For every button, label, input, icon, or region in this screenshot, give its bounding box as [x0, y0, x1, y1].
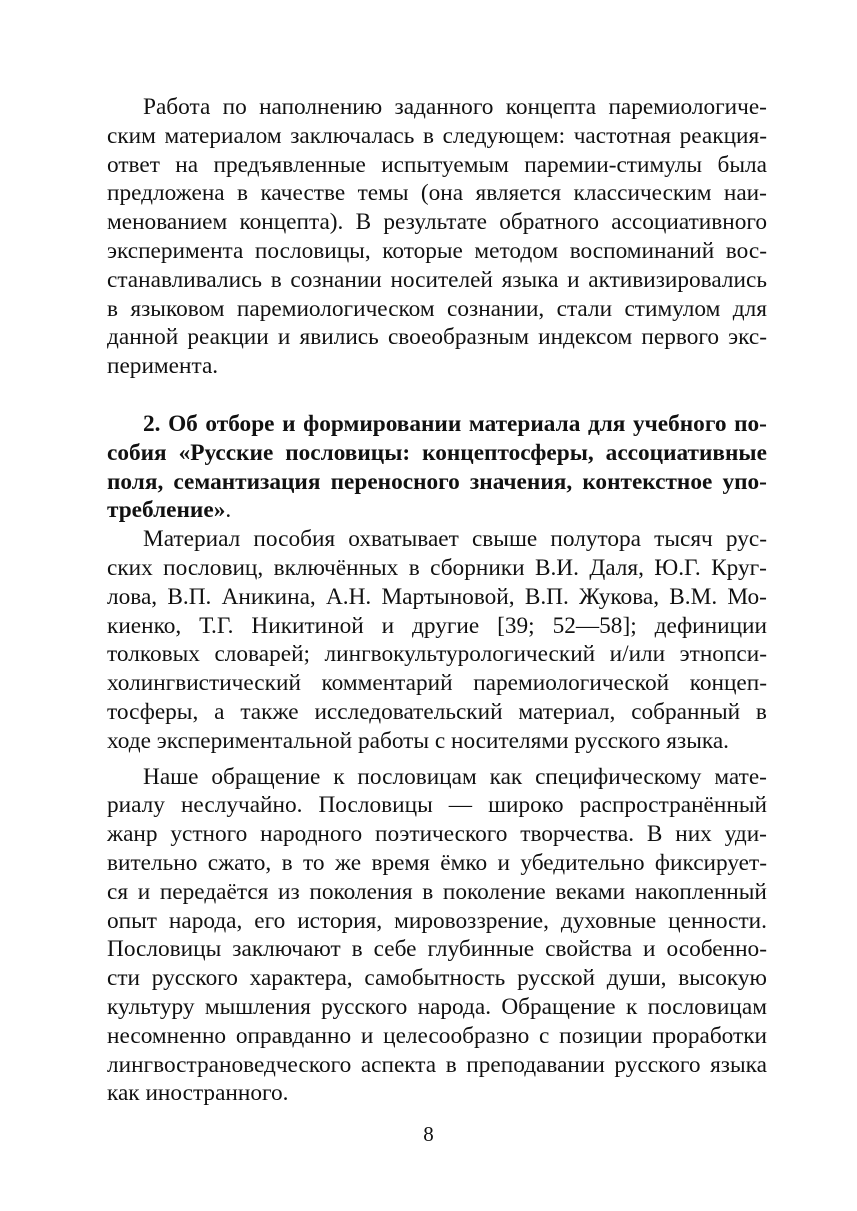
word: фиксирует- — [654, 849, 767, 876]
word: наполнению — [259, 94, 383, 120]
word: паремиологическом — [236, 295, 435, 322]
word: ских — [107, 554, 153, 581]
text-line — [107, 554, 767, 583]
word: Пословицы — [107, 936, 222, 963]
word: ценности. — [668, 907, 767, 934]
text-line — [107, 237, 767, 266]
word: и — [497, 849, 510, 876]
text-line — [107, 935, 767, 964]
word: специфическому — [535, 763, 702, 790]
word: заключалась — [290, 122, 415, 149]
word: первого — [641, 324, 719, 351]
word: экс- — [728, 324, 767, 351]
word: концеп- — [689, 670, 767, 697]
word: реакция- — [679, 122, 767, 149]
word: сборники — [430, 554, 525, 581]
word: классическим — [573, 180, 712, 207]
word: исследовательский — [314, 698, 503, 725]
word: Т.Г. — [199, 612, 234, 639]
word: в — [755, 698, 767, 725]
word: упо- — [722, 468, 767, 495]
word: них — [675, 821, 712, 848]
word: языковом — [130, 295, 225, 322]
word: целесообразно — [383, 1022, 530, 1049]
word: характера, — [249, 965, 353, 992]
word: в — [423, 122, 435, 149]
word: материала — [468, 410, 581, 437]
text-line — [107, 323, 767, 352]
word: сознании — [290, 266, 382, 293]
word: заключают — [232, 936, 341, 963]
word: концептосферы, — [422, 439, 594, 466]
word: воспоминаний — [569, 237, 715, 264]
word: тосферы, — [107, 698, 199, 725]
word: является — [475, 180, 562, 207]
word: заданного — [394, 94, 494, 120]
word: паремиологической — [473, 670, 670, 697]
word: концепта). — [239, 209, 344, 236]
word: русского — [151, 965, 238, 992]
word: материал, — [518, 698, 616, 725]
text-line — [107, 640, 767, 669]
word: также — [240, 698, 299, 725]
word: мате- — [714, 763, 767, 790]
word: проработки — [652, 1022, 767, 1049]
word: души, — [606, 965, 667, 992]
word: дефиниции — [654, 612, 767, 639]
text-line — [107, 791, 767, 820]
word: переносного — [330, 468, 460, 495]
word: В — [646, 821, 663, 848]
text-line — [107, 669, 767, 698]
word: устного — [170, 821, 248, 848]
section-gap — [107, 381, 767, 410]
word: частотная — [573, 122, 672, 149]
word: толковых — [107, 641, 200, 668]
word: полутора — [550, 526, 641, 553]
word: в — [445, 1051, 457, 1078]
word: и — [277, 324, 291, 351]
word: следующем: — [442, 122, 566, 149]
word: ассоциативного — [611, 209, 767, 236]
word: распространённый — [579, 792, 767, 819]
word: собранный — [631, 698, 741, 725]
word: и — [643, 936, 656, 963]
word: риалу — [107, 792, 165, 819]
word: отборе — [205, 410, 275, 437]
word: языка — [501, 266, 559, 293]
word: русского — [321, 993, 408, 1020]
heading-tail: . — [225, 497, 232, 524]
word: русской — [517, 965, 595, 992]
text-line — [107, 763, 767, 792]
word: для — [587, 410, 626, 437]
word: учебного — [632, 410, 727, 437]
text-line — [107, 698, 767, 727]
text-line — [107, 122, 767, 151]
word: пособия — [253, 526, 336, 553]
text-line — [107, 525, 767, 554]
word: накопленный — [634, 878, 767, 905]
word: сти — [107, 965, 140, 992]
word: реакции — [187, 324, 269, 351]
word: и — [360, 1022, 374, 1049]
word: — — [448, 792, 473, 819]
text-line — [107, 468, 767, 497]
word: (она — [420, 180, 464, 207]
word: в — [281, 849, 293, 876]
word: его — [254, 907, 286, 934]
word: В.П. — [167, 583, 212, 610]
word: темы — [357, 180, 409, 207]
text-line — [107, 93, 767, 122]
page-number: 8 — [423, 1122, 434, 1146]
word: жанр — [107, 821, 158, 848]
word: паремиологиче- — [608, 94, 767, 120]
word: по- — [734, 410, 767, 437]
text-line — [107, 179, 767, 208]
word: народного — [260, 821, 363, 848]
word: вос- — [725, 237, 767, 264]
word: Круг- — [711, 554, 767, 581]
word: и/или — [609, 641, 666, 668]
word: включённых — [273, 554, 399, 581]
word: обращение — [211, 763, 321, 790]
word: из — [278, 878, 300, 905]
word: и — [381, 612, 395, 639]
word: в — [270, 266, 282, 293]
word: русского — [614, 1051, 701, 1078]
word: Ю.Г. — [654, 554, 701, 581]
word: к — [333, 763, 345, 790]
text-line — [107, 295, 767, 324]
word: свойства — [545, 936, 633, 963]
word: по — [222, 94, 247, 120]
word: передаётся — [159, 878, 269, 905]
word: В.М. — [669, 583, 718, 610]
word: ассоциативные — [605, 439, 767, 466]
word: Жукова, — [579, 583, 660, 610]
word: с — [539, 1022, 550, 1049]
word: лингвокультурологический — [324, 641, 596, 668]
word: концепта — [505, 94, 597, 120]
word: менованием — [107, 209, 228, 236]
word: лингвострановедческого — [107, 1051, 352, 1078]
word: веками — [555, 878, 626, 905]
word: Наше — [143, 763, 199, 790]
word: преподавании — [466, 1051, 605, 1078]
word: убедительно — [520, 849, 645, 876]
word: же — [334, 849, 362, 876]
word: лова, — [107, 583, 158, 610]
word: несомненно — [107, 1022, 227, 1049]
word: Об — [168, 410, 198, 437]
word: пословицы: — [285, 439, 411, 466]
word: тысяч — [654, 526, 713, 553]
word: Мо- — [727, 583, 767, 610]
word: самобытность — [364, 965, 506, 992]
word: опыт — [107, 907, 157, 934]
word: Пословицы — [318, 792, 433, 819]
word: поколения — [309, 878, 413, 905]
word: Аникина, — [221, 583, 316, 610]
word: время — [371, 849, 430, 876]
word: была — [717, 151, 767, 178]
word: стали — [556, 295, 613, 322]
word: неслучайно. — [180, 792, 303, 819]
word: ским — [107, 122, 156, 149]
text-line — [107, 1022, 767, 1051]
word: комментарий — [321, 670, 453, 697]
text-line — [107, 878, 767, 907]
word: Даля, — [589, 554, 644, 581]
word: результате — [383, 209, 488, 236]
word: данной — [107, 324, 179, 351]
word: как — [489, 763, 523, 790]
word: народа. — [417, 993, 492, 1020]
word: особенно- — [666, 936, 767, 963]
word: ся — [107, 878, 129, 905]
word: методом — [474, 237, 559, 264]
word: мировоззрение, — [394, 907, 549, 934]
word: 52—58]; — [552, 612, 637, 639]
word: индексом — [538, 324, 633, 351]
text-line — [107, 208, 767, 237]
word: охватывает — [348, 526, 459, 553]
word: языка — [710, 1051, 767, 1078]
word: холингвистический — [107, 670, 301, 697]
word: сжато, — [207, 849, 272, 876]
word: и — [137, 878, 151, 905]
word: а — [214, 698, 225, 725]
word: этнопси- — [679, 641, 767, 668]
word: своеобразным — [387, 324, 529, 351]
text-line — [107, 993, 767, 1022]
text-line — [107, 439, 767, 468]
word: свыше — [471, 526, 538, 553]
word: аспекта — [360, 1051, 437, 1078]
word: Мартыновой, — [381, 583, 515, 610]
text-line: как иностранного. — [107, 1080, 289, 1107]
word: для — [732, 295, 767, 322]
word: на — [175, 151, 199, 178]
word: себе — [373, 936, 417, 963]
word: Работа — [143, 94, 211, 120]
word: другие — [412, 612, 480, 639]
word: пословицы, — [254, 237, 371, 264]
word: носителей — [390, 266, 493, 293]
word: ответ — [107, 151, 160, 178]
word: в — [351, 936, 363, 963]
word: оправданно — [235, 1022, 352, 1049]
word: духовные — [560, 907, 657, 934]
word: В.И. — [534, 554, 579, 581]
word: пословицам — [357, 763, 477, 790]
text-line — [107, 612, 767, 641]
word: в — [107, 295, 119, 322]
word: мышления — [204, 993, 311, 1020]
word: поэтического — [375, 821, 508, 848]
text-line — [107, 849, 767, 878]
word: собия — [107, 439, 167, 466]
word: формировании — [303, 410, 462, 437]
word: контекстное — [582, 468, 713, 495]
word: качестве — [260, 180, 346, 207]
word: в — [422, 878, 434, 905]
word: предъявленные — [213, 151, 366, 178]
word: к — [625, 993, 638, 1020]
word: семантизация — [173, 468, 321, 495]
word: А.Н. — [325, 583, 372, 610]
word: которые — [382, 237, 463, 264]
word: ёмко — [440, 849, 488, 876]
word: станавливались — [107, 266, 263, 293]
paragraph-2 — [107, 525, 767, 755]
text-line — [107, 266, 767, 295]
text-line — [107, 907, 767, 936]
word: В — [355, 209, 372, 236]
text-line: требление» . — [107, 497, 232, 524]
word: стимулом — [624, 295, 721, 322]
word: сознании, — [447, 295, 545, 322]
text-line: перимента. — [107, 353, 219, 380]
word: предложена — [107, 180, 225, 207]
text-line — [107, 820, 767, 849]
word: [39; — [497, 612, 535, 639]
word: вительно — [107, 849, 198, 876]
word: активизировались — [588, 266, 767, 293]
word: культуру — [107, 993, 195, 1020]
word: в — [237, 180, 249, 207]
word: творчества. — [520, 821, 635, 848]
word: поколение — [442, 878, 546, 905]
word: высокую — [678, 965, 767, 992]
word: наи- — [723, 180, 767, 207]
word: эксперимента — [107, 237, 244, 264]
word: значения, — [469, 468, 573, 495]
word: паремии-стимулы — [524, 151, 703, 178]
word: и — [282, 410, 296, 437]
text-line: ходе экспериментальной работы с носителями русского языка. — [107, 727, 729, 754]
word: Материал — [143, 526, 241, 553]
word: то — [303, 849, 325, 876]
word: «Русские — [178, 439, 274, 466]
word: в — [408, 554, 420, 581]
word: глубинные — [427, 936, 535, 963]
text-line — [107, 1051, 767, 1080]
word: история, — [297, 907, 383, 934]
word: Обращение — [501, 993, 616, 1020]
word: явились — [299, 324, 379, 351]
text-line — [107, 964, 767, 993]
word: материалом — [164, 122, 282, 149]
word: испытуемым — [381, 151, 509, 178]
word: словарей; — [214, 641, 311, 668]
section-heading — [107, 410, 767, 525]
word: и — [567, 266, 580, 293]
paragraph-1 — [107, 93, 767, 381]
word: рус- — [725, 526, 767, 553]
word: позиции — [559, 1022, 643, 1049]
word: 2. — [143, 410, 161, 437]
text-line — [107, 583, 767, 612]
text-line — [107, 151, 767, 180]
word: пословиц, — [163, 554, 264, 581]
paragraph-3 — [107, 763, 767, 1109]
word: широко — [488, 792, 564, 819]
page-body — [107, 93, 767, 1108]
word: Никитиной — [251, 612, 364, 639]
text-line — [107, 410, 767, 439]
word: обратного — [499, 209, 600, 236]
word: поля, — [107, 468, 164, 495]
word: пословицам — [647, 993, 767, 1020]
word: уди- — [724, 821, 767, 848]
word: В.П. — [524, 583, 569, 610]
word: народа, — [168, 907, 243, 934]
word: киенко, — [107, 612, 182, 639]
